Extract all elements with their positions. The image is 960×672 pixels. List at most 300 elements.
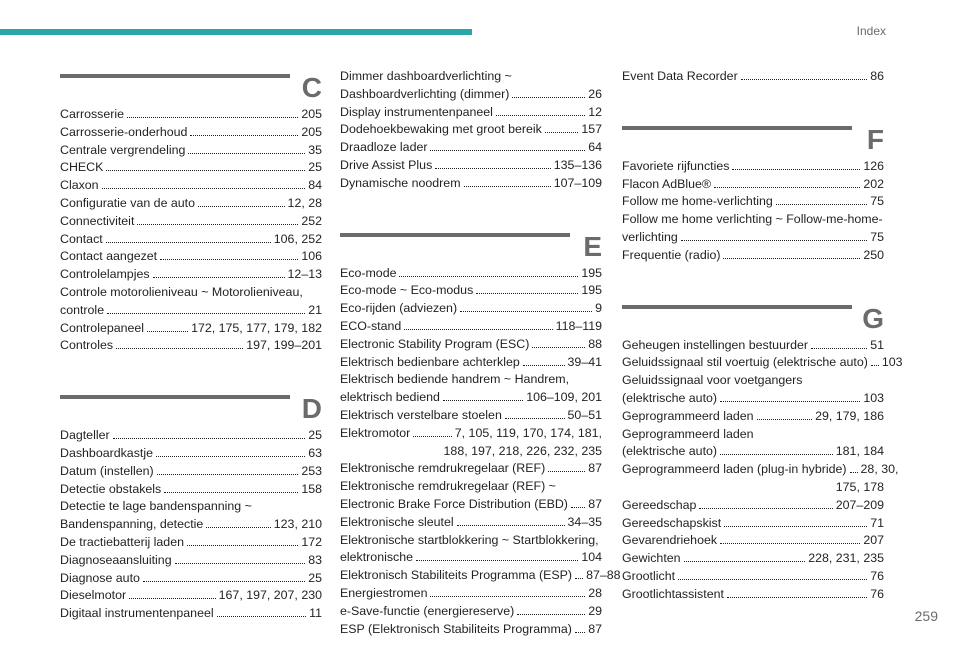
entry-pages: 205 bbox=[301, 124, 322, 139]
entry-pages: 88 bbox=[588, 336, 602, 351]
entry-text: Geprogrammeerd laden bbox=[622, 408, 754, 423]
entry-line bbox=[60, 302, 322, 320]
index-entry bbox=[340, 157, 602, 175]
index-entry bbox=[60, 498, 322, 534]
entry-text: Carrosserie-onderhoud bbox=[60, 124, 188, 139]
entry-text: Gereedschap bbox=[622, 497, 697, 512]
index-entry bbox=[622, 426, 884, 462]
index-entry bbox=[340, 336, 602, 354]
entry-pages: 118–119 bbox=[555, 318, 602, 333]
index-entry bbox=[60, 337, 322, 355]
entry-pages: 87 bbox=[588, 461, 602, 476]
index-entry bbox=[60, 534, 322, 552]
index-section bbox=[340, 227, 621, 639]
entry-pages: 35 bbox=[308, 142, 322, 157]
entry-pages: 87–88 bbox=[586, 568, 621, 583]
entry-pages: 12 bbox=[588, 104, 602, 119]
index-entry bbox=[340, 407, 602, 425]
index-entry bbox=[622, 532, 884, 550]
dot-leader bbox=[443, 400, 523, 401]
index-entry bbox=[340, 603, 602, 621]
section-header bbox=[622, 120, 884, 154]
entry-pages: 107–109 bbox=[553, 175, 602, 190]
section-letter: C bbox=[301, 72, 322, 103]
entry-line bbox=[60, 605, 322, 623]
entry-line bbox=[60, 142, 322, 160]
dot-leader bbox=[523, 365, 565, 366]
dot-leader bbox=[532, 347, 585, 348]
entry-line bbox=[60, 124, 322, 142]
entry-pages: 250 bbox=[863, 247, 884, 262]
entry-pages: 25 bbox=[308, 570, 322, 585]
index-entry bbox=[622, 337, 884, 355]
entry-pages: 21 bbox=[308, 302, 322, 317]
entry-line bbox=[60, 320, 322, 338]
index-entry bbox=[60, 195, 322, 213]
index-entry bbox=[622, 247, 884, 265]
entry-line bbox=[60, 195, 322, 213]
dot-leader bbox=[571, 507, 585, 508]
index-entry bbox=[60, 445, 322, 463]
index-entry bbox=[60, 124, 322, 142]
entry-text: Gewichten bbox=[622, 551, 681, 566]
entry-text: Follow me home-verlichting bbox=[622, 194, 773, 209]
entry-pages: 126 bbox=[863, 158, 884, 173]
entry-text: Grootlicht bbox=[622, 568, 676, 583]
entry-pages: 228, 231, 235 bbox=[808, 551, 884, 566]
index-entry bbox=[340, 425, 602, 461]
entry-line bbox=[622, 586, 884, 604]
entry-text: Dagteller bbox=[60, 428, 110, 443]
entry-pages: 50–51 bbox=[567, 407, 602, 422]
index-section bbox=[622, 68, 884, 86]
dot-leader bbox=[757, 419, 813, 420]
index-entry bbox=[60, 320, 322, 338]
entry-pages: 103 bbox=[863, 390, 884, 405]
entry-line bbox=[60, 213, 322, 231]
dot-leader bbox=[776, 204, 867, 205]
dot-leader bbox=[720, 543, 860, 544]
entry-line bbox=[60, 445, 322, 463]
entry-text: Geluidssignaal voor voetgangers bbox=[622, 373, 803, 388]
entry-pages-continued: 188, 197, 218, 226, 232, 235 bbox=[443, 443, 602, 458]
dot-leader bbox=[106, 242, 271, 243]
entry-pages: 197, 199–201 bbox=[246, 338, 322, 353]
section-header bbox=[340, 227, 602, 261]
entry-line bbox=[340, 336, 602, 354]
section-header bbox=[622, 299, 884, 333]
entry-line bbox=[340, 86, 602, 104]
section-header bbox=[60, 389, 322, 423]
dot-leader bbox=[198, 206, 285, 207]
dot-leader bbox=[732, 169, 860, 170]
entry-pages: 7, 105, 119, 170, 174, 181, bbox=[454, 425, 602, 440]
index-entry bbox=[622, 68, 884, 86]
index-entry bbox=[60, 106, 322, 124]
entry-text: Dimmer dashboardverlichting ~ bbox=[340, 69, 512, 83]
entry-text-continued: Electronic Brake Force Distribution (EBD) bbox=[340, 496, 568, 511]
entry-line bbox=[60, 337, 322, 355]
dot-leader bbox=[723, 258, 860, 259]
entry-line bbox=[622, 229, 884, 247]
entry-line bbox=[60, 106, 322, 124]
index-section bbox=[340, 68, 602, 193]
entry-line bbox=[340, 496, 602, 514]
dot-leader bbox=[435, 168, 550, 169]
entry-pages: 172 bbox=[301, 534, 322, 549]
entry-pages: 87 bbox=[588, 496, 602, 511]
index-entry bbox=[60, 570, 322, 588]
entry-text: Display instrumentenpaneel bbox=[340, 104, 493, 119]
entry-line bbox=[60, 534, 322, 552]
entry-pages: 71 bbox=[870, 515, 884, 530]
entry-text: Draadloze lader bbox=[340, 140, 428, 155]
entry-text: Dieselmotor bbox=[60, 588, 127, 603]
entry-pages: 207–209 bbox=[835, 497, 884, 512]
index-entry bbox=[622, 550, 884, 568]
entry-line bbox=[622, 337, 884, 355]
entry-text: Frequentie (radio) bbox=[622, 247, 721, 262]
entry-text: Elektrisch verstelbare stoelen bbox=[340, 407, 502, 422]
entry-text: Flacon AdBlue® bbox=[622, 176, 712, 191]
entry-line bbox=[622, 408, 884, 426]
dot-leader bbox=[187, 545, 298, 546]
index-entry bbox=[60, 481, 322, 499]
entry-pages: 28 bbox=[588, 585, 602, 600]
entry-text: ESP (Elektronisch Stabiliteits Programma) bbox=[340, 621, 572, 636]
dot-leader bbox=[548, 471, 585, 472]
entry-pages-continued: 175, 178 bbox=[835, 479, 884, 494]
entry-text: Elektronische remdrukregelaar (REF) ~ bbox=[340, 479, 556, 494]
entry-pages: 172, 175, 177, 179, 182 bbox=[191, 320, 322, 335]
entry-text: Controlepaneel bbox=[60, 320, 145, 335]
entry-text: Diagnose auto bbox=[60, 570, 140, 585]
dot-leader bbox=[156, 456, 305, 457]
index-entry bbox=[60, 552, 322, 570]
entry-pages: 11 bbox=[309, 606, 322, 621]
entry-pages: 84 bbox=[308, 178, 322, 193]
entry-text: Carrosserie bbox=[60, 107, 125, 121]
dot-leader bbox=[399, 276, 578, 277]
entry-text: Elektronisch Stabiliteits Programma (ESP) bbox=[340, 568, 573, 583]
entry-pages: 86 bbox=[870, 69, 884, 83]
section-letter: D bbox=[301, 393, 322, 425]
index-entry bbox=[622, 461, 899, 497]
dot-leader bbox=[102, 188, 306, 189]
entry-line bbox=[340, 567, 621, 585]
index-entry bbox=[622, 497, 884, 515]
section-rule bbox=[60, 395, 290, 399]
entry-line bbox=[60, 481, 322, 499]
entry-text: Elektronische remdrukregelaar (REF) bbox=[340, 461, 546, 476]
entry-pages: 202 bbox=[863, 176, 884, 191]
entry-text-continued: (elektrische auto) bbox=[622, 444, 718, 459]
entry-line bbox=[340, 318, 602, 336]
entry-text: Controlelampjes bbox=[60, 267, 150, 282]
index-entry bbox=[60, 248, 322, 266]
entry-text-continued: verlichting bbox=[622, 229, 678, 244]
entry-text: ECO-stand bbox=[340, 318, 402, 333]
index-section bbox=[60, 68, 322, 355]
dot-leader bbox=[476, 293, 578, 294]
section-rule bbox=[60, 74, 290, 78]
dot-leader bbox=[143, 581, 305, 582]
entry-pages: 253 bbox=[301, 463, 322, 478]
entry-line bbox=[340, 621, 602, 639]
entry-text: Favoriete rijfuncties bbox=[622, 158, 730, 173]
entry-pages: 106–109, 201 bbox=[526, 390, 602, 405]
dot-leader bbox=[714, 187, 860, 188]
dot-leader bbox=[129, 598, 216, 599]
dot-leader bbox=[147, 331, 188, 332]
entry-pages: 28, 30, bbox=[860, 462, 899, 477]
index-entry bbox=[60, 231, 322, 249]
entry-text: Grootlichtassistent bbox=[622, 586, 724, 601]
dot-leader bbox=[545, 132, 578, 133]
entry-line bbox=[60, 427, 322, 445]
index-entry bbox=[622, 193, 884, 211]
index-entry bbox=[340, 371, 602, 407]
entry-line bbox=[340, 549, 602, 567]
dot-leader bbox=[416, 560, 578, 561]
entry-line bbox=[622, 497, 884, 515]
entry-pages: 75 bbox=[870, 229, 884, 244]
section-letter: E bbox=[583, 230, 602, 262]
dot-leader bbox=[505, 418, 565, 419]
index-entry bbox=[340, 265, 602, 283]
index-entry bbox=[60, 142, 322, 160]
section-rule bbox=[622, 126, 852, 130]
entry-pages: 158 bbox=[301, 481, 322, 496]
entry-text: Event Data Recorder bbox=[622, 69, 738, 83]
entry-pages: 106, 252 bbox=[273, 231, 322, 246]
entry-line bbox=[60, 177, 322, 195]
entry-line bbox=[622, 390, 884, 408]
entry-text: Eco-mode bbox=[340, 265, 397, 280]
dot-leader bbox=[575, 578, 583, 579]
entry-text: Drive Assist Plus bbox=[340, 157, 433, 172]
dot-leader bbox=[850, 472, 858, 473]
page-title: Index bbox=[856, 24, 886, 38]
entry-pages: 29, 179, 186 bbox=[815, 408, 884, 423]
dot-leader bbox=[188, 153, 305, 154]
index-entry bbox=[60, 587, 322, 605]
entry-line bbox=[60, 231, 322, 249]
entry-text: Eco-mode ~ Eco-modus bbox=[340, 283, 474, 298]
entry-line bbox=[60, 248, 322, 266]
entry-text: Geprogrammeerd laden (plug-in hybride) bbox=[622, 462, 847, 477]
dot-leader bbox=[678, 579, 867, 580]
entry-line bbox=[340, 121, 602, 139]
index-entry bbox=[340, 282, 602, 300]
index-entry bbox=[340, 478, 602, 514]
entry-pages: 34–35 bbox=[567, 514, 602, 529]
entry-line bbox=[622, 176, 884, 194]
entry-text: Digitaal instrumentenpaneel bbox=[60, 606, 214, 621]
index-column-3 bbox=[622, 68, 903, 638]
dot-leader bbox=[175, 563, 306, 564]
entry-line bbox=[340, 175, 602, 193]
entry-line bbox=[340, 157, 602, 175]
entry-line bbox=[340, 603, 602, 621]
dot-leader bbox=[116, 348, 243, 349]
index-entry bbox=[60, 284, 322, 320]
entry-text: Geluidssignaal stil voertuig (elektrische auto) bbox=[622, 355, 868, 370]
entry-line bbox=[622, 354, 903, 372]
entry-line bbox=[340, 354, 602, 372]
entry-text: Dynamische noodrem bbox=[340, 175, 461, 190]
entry-line bbox=[340, 282, 602, 300]
entry-line bbox=[622, 550, 884, 568]
entry-pages: 252 bbox=[301, 213, 322, 228]
dot-leader bbox=[164, 492, 298, 493]
entry-line bbox=[622, 68, 884, 86]
index-entry bbox=[60, 213, 322, 231]
entry-text: Detectie te lage bandenspanning ~ bbox=[60, 499, 252, 514]
entry-line bbox=[622, 461, 899, 479]
index-column-2 bbox=[340, 68, 621, 672]
entry-pages: 135–136 bbox=[553, 157, 602, 172]
dot-leader bbox=[137, 224, 298, 225]
index-entry bbox=[340, 621, 602, 639]
entry-text-continued: elektrisch bediend bbox=[340, 390, 440, 405]
dot-leader bbox=[206, 527, 270, 528]
entry-line bbox=[60, 587, 322, 605]
entry-pages: 167, 197, 207, 230 bbox=[218, 588, 322, 603]
entry-pages: 195 bbox=[581, 265, 602, 280]
entry-text-continued: (elektrische auto) bbox=[622, 390, 718, 405]
entry-pages: 29 bbox=[588, 603, 602, 618]
entry-line bbox=[60, 570, 322, 588]
entry-text: Gereedschapskist bbox=[622, 515, 722, 530]
entry-pages: 76 bbox=[870, 568, 884, 583]
index-entry bbox=[340, 567, 621, 585]
entry-line bbox=[60, 159, 322, 177]
entry-pages: 12, 28 bbox=[287, 195, 322, 210]
dot-leader bbox=[741, 79, 868, 80]
entry-text: Dashboardkastje bbox=[60, 445, 153, 460]
entry-pages: 104 bbox=[581, 550, 602, 565]
dot-leader bbox=[684, 561, 806, 562]
entry-pages: 181, 184 bbox=[835, 444, 884, 459]
dot-leader bbox=[157, 474, 299, 475]
entry-text: Electronic Stability Program (ESC) bbox=[340, 336, 530, 351]
entry-text: Elektrisch bedienbare achterklep bbox=[340, 354, 520, 369]
section-rule bbox=[340, 233, 570, 237]
entry-pages: 106 bbox=[301, 249, 322, 264]
entry-line bbox=[340, 139, 602, 157]
entry-pages: 75 bbox=[870, 194, 884, 209]
index-entry bbox=[622, 568, 884, 586]
entry-pages: 207 bbox=[863, 533, 884, 548]
entry-pages: 205 bbox=[301, 107, 322, 121]
dot-leader bbox=[512, 97, 585, 98]
index-entry bbox=[622, 372, 884, 408]
entry-line bbox=[622, 515, 884, 533]
entry-text: Configuratie van de auto bbox=[60, 195, 196, 210]
entry-text: Geprogrammeerd laden bbox=[622, 426, 754, 441]
dot-leader bbox=[575, 632, 585, 633]
entry-pages: 195 bbox=[581, 283, 602, 298]
entry-text: Follow me home verlichting ~ Follow-me-home- bbox=[622, 212, 883, 227]
section-letter: F bbox=[866, 123, 884, 155]
header-accent-bar bbox=[0, 29, 472, 35]
entry-line bbox=[340, 425, 602, 443]
index-entry bbox=[340, 585, 602, 603]
entry-text: CHECK bbox=[60, 160, 104, 175]
page-number: 259 bbox=[914, 608, 938, 624]
entry-line bbox=[60, 463, 322, 481]
entry-pages: 12–13 bbox=[287, 267, 322, 282]
entry-text-continued: Dashboardverlichting (dimmer) bbox=[340, 86, 510, 101]
index-entry bbox=[340, 300, 602, 318]
dot-leader bbox=[160, 259, 298, 260]
entry-line bbox=[622, 193, 884, 211]
index-entry bbox=[340, 514, 602, 532]
section-header bbox=[60, 68, 322, 102]
entry-line bbox=[340, 585, 602, 603]
dot-leader bbox=[699, 508, 832, 509]
entry-line bbox=[340, 407, 602, 425]
entry-text: Elektromotor bbox=[340, 425, 411, 440]
entry-line bbox=[340, 300, 602, 318]
index-entry bbox=[340, 121, 602, 139]
entry-text: Claxon bbox=[60, 178, 99, 193]
index-entry bbox=[622, 158, 884, 176]
index-entry bbox=[340, 318, 602, 336]
entry-line bbox=[60, 516, 322, 534]
entry-line bbox=[340, 514, 602, 532]
entry-text: Centrale vergrendeling bbox=[60, 142, 186, 157]
dot-leader bbox=[727, 597, 867, 598]
dot-leader bbox=[720, 401, 860, 402]
index-entry bbox=[340, 532, 602, 568]
index-entry bbox=[60, 463, 322, 481]
dot-leader bbox=[464, 186, 551, 187]
index-entry bbox=[622, 354, 903, 372]
entry-text: Controles bbox=[60, 338, 114, 353]
index-entry bbox=[340, 68, 602, 104]
entry-text: Elektrisch bediende handrem ~ Handrem, bbox=[340, 372, 570, 387]
entry-pages: 25 bbox=[308, 160, 322, 175]
entry-text: Eco-rijden (adviezen) bbox=[340, 301, 458, 316]
entry-pages: 51 bbox=[870, 337, 884, 352]
index-entry bbox=[60, 266, 322, 284]
index-column-1 bbox=[60, 68, 322, 657]
entry-pages: 103 bbox=[881, 355, 903, 370]
dot-leader bbox=[871, 365, 879, 366]
entry-line bbox=[340, 265, 602, 283]
section-letter: G bbox=[862, 302, 884, 334]
dot-leader bbox=[457, 525, 565, 526]
entry-text: Elektronische startblokkering ~ Startblokkering, bbox=[340, 532, 599, 547]
index-entry bbox=[340, 104, 602, 122]
entry-pages: 87 bbox=[588, 621, 602, 636]
entry-text: Diagnoseaansluiting bbox=[60, 552, 172, 567]
index-section bbox=[622, 120, 884, 265]
entry-text: Contact aangezet bbox=[60, 249, 158, 264]
entry-pages: 83 bbox=[308, 552, 322, 567]
entry-pages: 64 bbox=[588, 140, 602, 155]
entry-text: Geheugen instellingen bestuurder bbox=[622, 337, 808, 352]
dot-leader bbox=[413, 436, 452, 437]
section-rule bbox=[622, 305, 852, 309]
entry-text: Detectie obstakels bbox=[60, 481, 162, 496]
index-entry bbox=[622, 586, 884, 604]
dot-leader bbox=[430, 596, 585, 597]
entry-line bbox=[622, 247, 884, 265]
entry-pages: 25 bbox=[308, 428, 322, 443]
